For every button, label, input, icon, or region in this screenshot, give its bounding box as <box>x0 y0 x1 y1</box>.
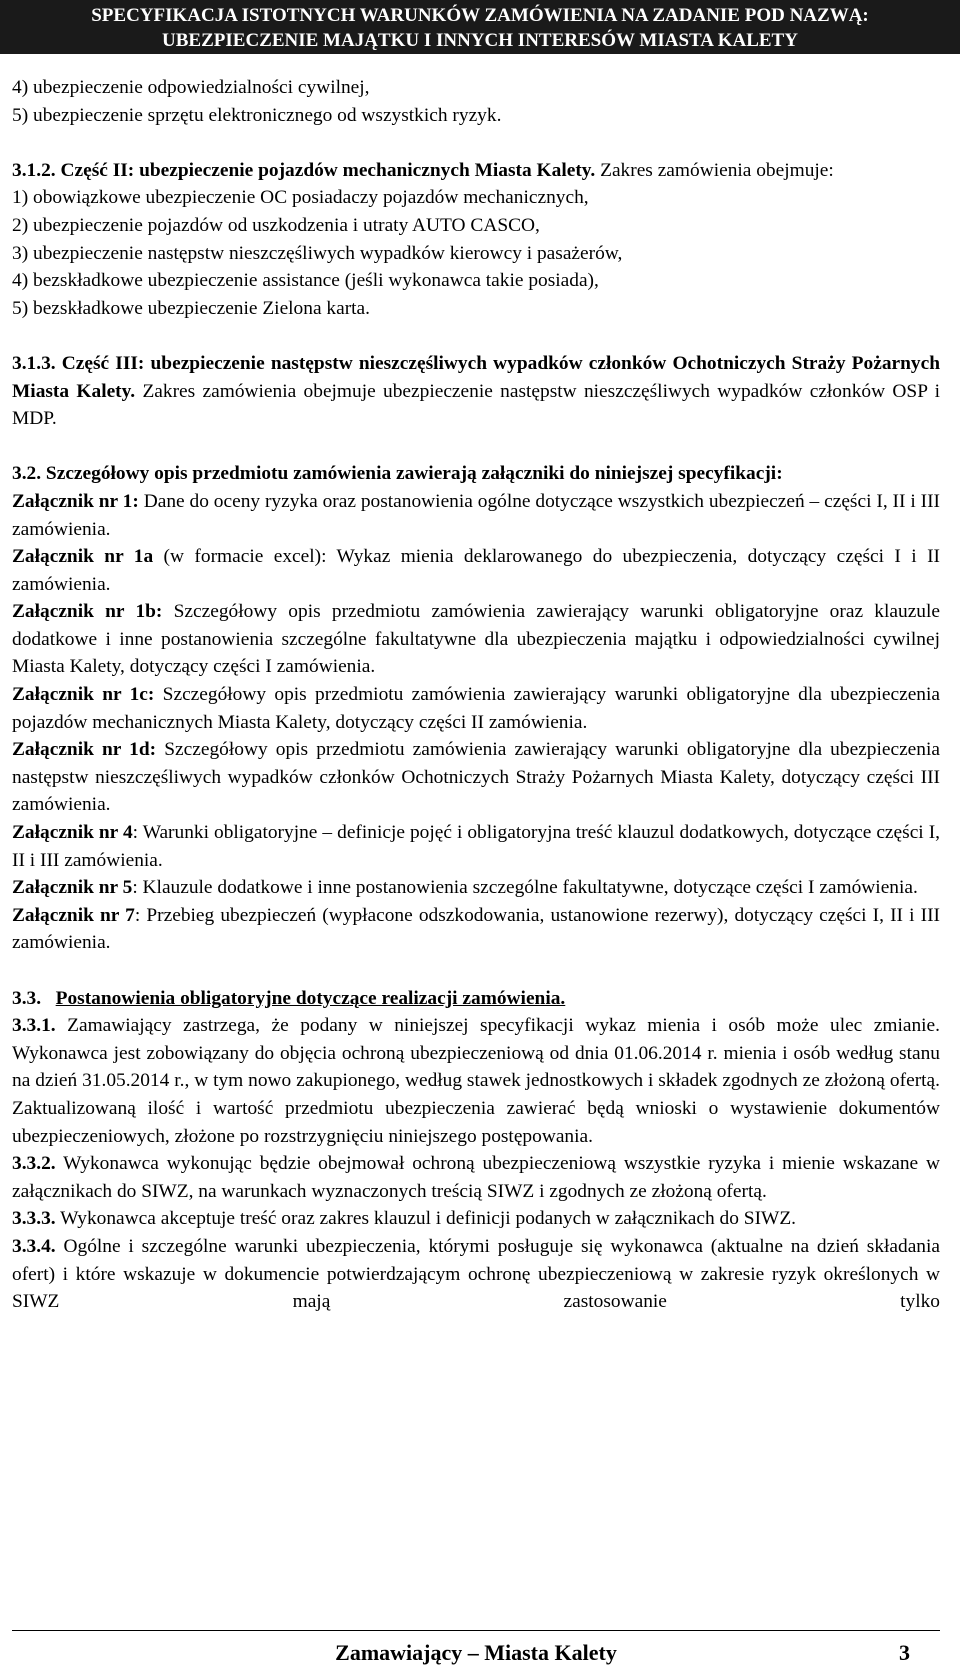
document-header <box>0 0 960 54</box>
page-footer <box>12 1636 940 1670</box>
clause-number: 3.3.2. <box>12 1153 56 1175</box>
section-text: Zakres zamówienia obejmuje ubezpieczenie następstw nieszczęśliwych wypadków członków OSP i MDP. <box>12 380 940 430</box>
attachment-label: Załącznik nr 1d: <box>12 739 157 761</box>
clause-text: Wykonawca akceptuje treść oraz zakres klauzul i definicji podanych w załącznikach do SIWZ. <box>55 1208 797 1230</box>
section-3-2-heading: 3.2. Szczegółowy opis przedmiotu zamówienia zawierają załączniki do niniejszej specyfikacji: <box>12 463 783 485</box>
section-title: Postanowienia obligatoryjne dotyczące realizacji zamówienia. <box>55 987 566 1009</box>
attachment-text: : Przebieg ubezpieczeń (wypłacone odszkodowania, ustanowione rezerwy), dotyczący części I, II i III zamówienia. <box>12 904 941 954</box>
attachment-text: : Warunki obligatoryjne – definicje pojęć i obligatoryjna treść klauzul dodatkowych, dotyczące części I, II i III zamówienia. <box>12 822 941 871</box>
attachment-label: Załącznik nr 7 <box>12 904 135 926</box>
attachment-text: Szczegółowy opis przedmiotu zamówienia zawierający warunki obligatoryjne oraz klauzule dodatkowe i inne postanowienia szczególne fakultatywne dla ubezpieczenia majątku i odpowiedzialności cywilnej Miasta Kalety, dotyczący części I zamówienia. <box>12 601 940 678</box>
attachment-item <box>12 488 940 543</box>
clause-paragraph <box>12 1233 940 1316</box>
header-line-2: UBEZPIECZENIE MAJĄTKU I INNYCH INTERESÓW MIASTA KALETY <box>162 30 798 51</box>
attachment-item <box>12 819 940 874</box>
section-heading: 3.1.2. Część II: ubezpieczenie pojazdów mechanicznych Miasta Kalety. <box>12 159 596 181</box>
clause-text: Wykonawca wykonując będzie obejmował ochroną ubezpieczeniową wszystkie ryzyka i mienie wskazane w załącznikach do SIWZ, na warunkach wyznaczonych treścią SIWZ i zgodnych ze złożoną ofertą. <box>12 1153 940 1202</box>
clause-number: 3.3.4. <box>12 1235 56 1257</box>
attachment-text: (w formacie excel): Wykaz mienia deklarowanego do ubezpieczenia, dotyczący części I i II zamówienia. <box>12 546 940 595</box>
clause-paragraph <box>12 1012 940 1150</box>
document-body <box>12 74 940 1316</box>
page-number: 3 <box>899 1640 910 1665</box>
list-item: 5) bezskładkowe ubezpieczenie Zielona karta. <box>12 297 371 319</box>
attachment-label: Załącznik nr 5 <box>12 877 133 899</box>
attachment-text: Szczegółowy opis przedmiotu zamówienia zawierający warunki obligatoryjne dla ubezpieczenia następstw nieszczęśliwych wypadków członków Ochotniczych Straży Pożarnych Miasta Kalety, dotyczący części III zamówienia. <box>12 739 940 816</box>
attachment-item <box>12 736 940 819</box>
section-text: Zakres zamówienia obejmuje: <box>595 159 834 181</box>
header-line-1: SPECYFIKACJA ISTOTNYCH WARUNKÓW ZAMÓWIENIA NA ZADANIE POD NAZWĄ: <box>91 5 869 26</box>
clause-paragraph <box>12 1205 940 1233</box>
list-item: 5) ubezpieczenie sprzętu elektronicznego od wszystkich ryzyk. <box>12 104 502 126</box>
list-item: 2) ubezpieczenie pojazdów od uszkodzenia i utraty AUTO CASCO, <box>12 214 540 236</box>
list-item: 4) bezskładkowe ubezpieczenie assistance (jeśli wykonawca takie posiada), <box>12 270 599 292</box>
attachment-text: Szczegółowy opis przedmiotu zamówienia zawierający warunki obligatoryjne dla ubezpieczenia pojazdów mechanicznych Miasta Kalety, dotyczący części II zamówienia. <box>12 684 940 733</box>
clause-number: 3.3.3. <box>12 1208 56 1230</box>
clause-text: Ogólne i szczególne warunki ubezpieczenia, którymi posługuje się wykonawca (aktualne na dzień składania ofert) i które wskazuje w dokumencie potwierdzającym ochronę ubezpieczeniową w zakresie ryzyk określonych w SIWZ mają zastosowanie tylko <box>12 1235 940 1313</box>
attachment-text: Dane do oceny ryzyka oraz postanowienia ogólne dotyczące wszystkich ubezpieczeń – części I, II i III zamówienia. <box>12 490 940 540</box>
clause-paragraph <box>12 1150 940 1205</box>
footer-divider <box>12 1630 940 1631</box>
section-number: 3.3. <box>12 987 42 1009</box>
attachment-label: Załącznik nr 1c: <box>12 684 155 706</box>
list-item: 4) ubezpieczenie odpowiedzialności cywilnej, <box>12 77 370 98</box>
attachment-label: Załącznik nr 1: <box>12 490 139 512</box>
attachment-label: Załącznik nr 1a <box>12 546 154 568</box>
section-3-1-3 <box>12 350 940 433</box>
clause-text: Zamawiający zastrzega, że podany w niniejszej specyfikacji wykaz mienia i osób może ulec zmianie. Wykonawca jest zobowiązany do objęcia ochroną ubezpieczeniową od dnia 01.06.2014 r. mienia i osób według stanu na dzień 31.05.2014 r., w tym nowo zakupionego, według stawek jednostkowych i składek zgodnych ze złożoną ofertą. Zaktualizowaną ilość i wartość przedmiotu ubezpieczenia zawierać będą wnioski o wystawienie dokumentów ubezpieczeniowych, złożone po rozstrzygnięciu niniejszego postępowania. <box>12 1015 940 1147</box>
attachment-item <box>12 681 940 736</box>
attachment-text: : Klauzule dodatkowe i inne postanowienia szczególne fakultatywne, dotyczące części I zamówienia. <box>132 877 918 899</box>
attachment-item <box>12 874 940 902</box>
attachment-label: Załącznik nr 1b: <box>12 601 163 623</box>
section-3-3-heading <box>12 985 940 1013</box>
section-heading: 3.1.3. Część III: ubezpieczenie następstw nieszczęśliwych wypadków członków Ochotniczych Straży Pożarnych Miasta Kalety. <box>12 352 940 402</box>
list-item: 1) obowiązkowe ubezpieczenie OC posiadaczy pojazdów mechanicznych, <box>12 187 589 209</box>
attachment-item <box>12 598 940 681</box>
clause-number: 3.3.1. <box>12 1015 56 1037</box>
attachment-item <box>12 902 940 957</box>
attachment-label: Załącznik nr 4 <box>12 822 133 844</box>
attachment-item <box>12 543 940 598</box>
list-item: 3) ubezpieczenie następstw nieszczęśliwych wypadków kierowcy i pasażerów, <box>12 242 623 264</box>
footer-title: Zamawiający – Miasta Kalety <box>335 1640 617 1665</box>
section-3-1-2 <box>12 157 940 185</box>
